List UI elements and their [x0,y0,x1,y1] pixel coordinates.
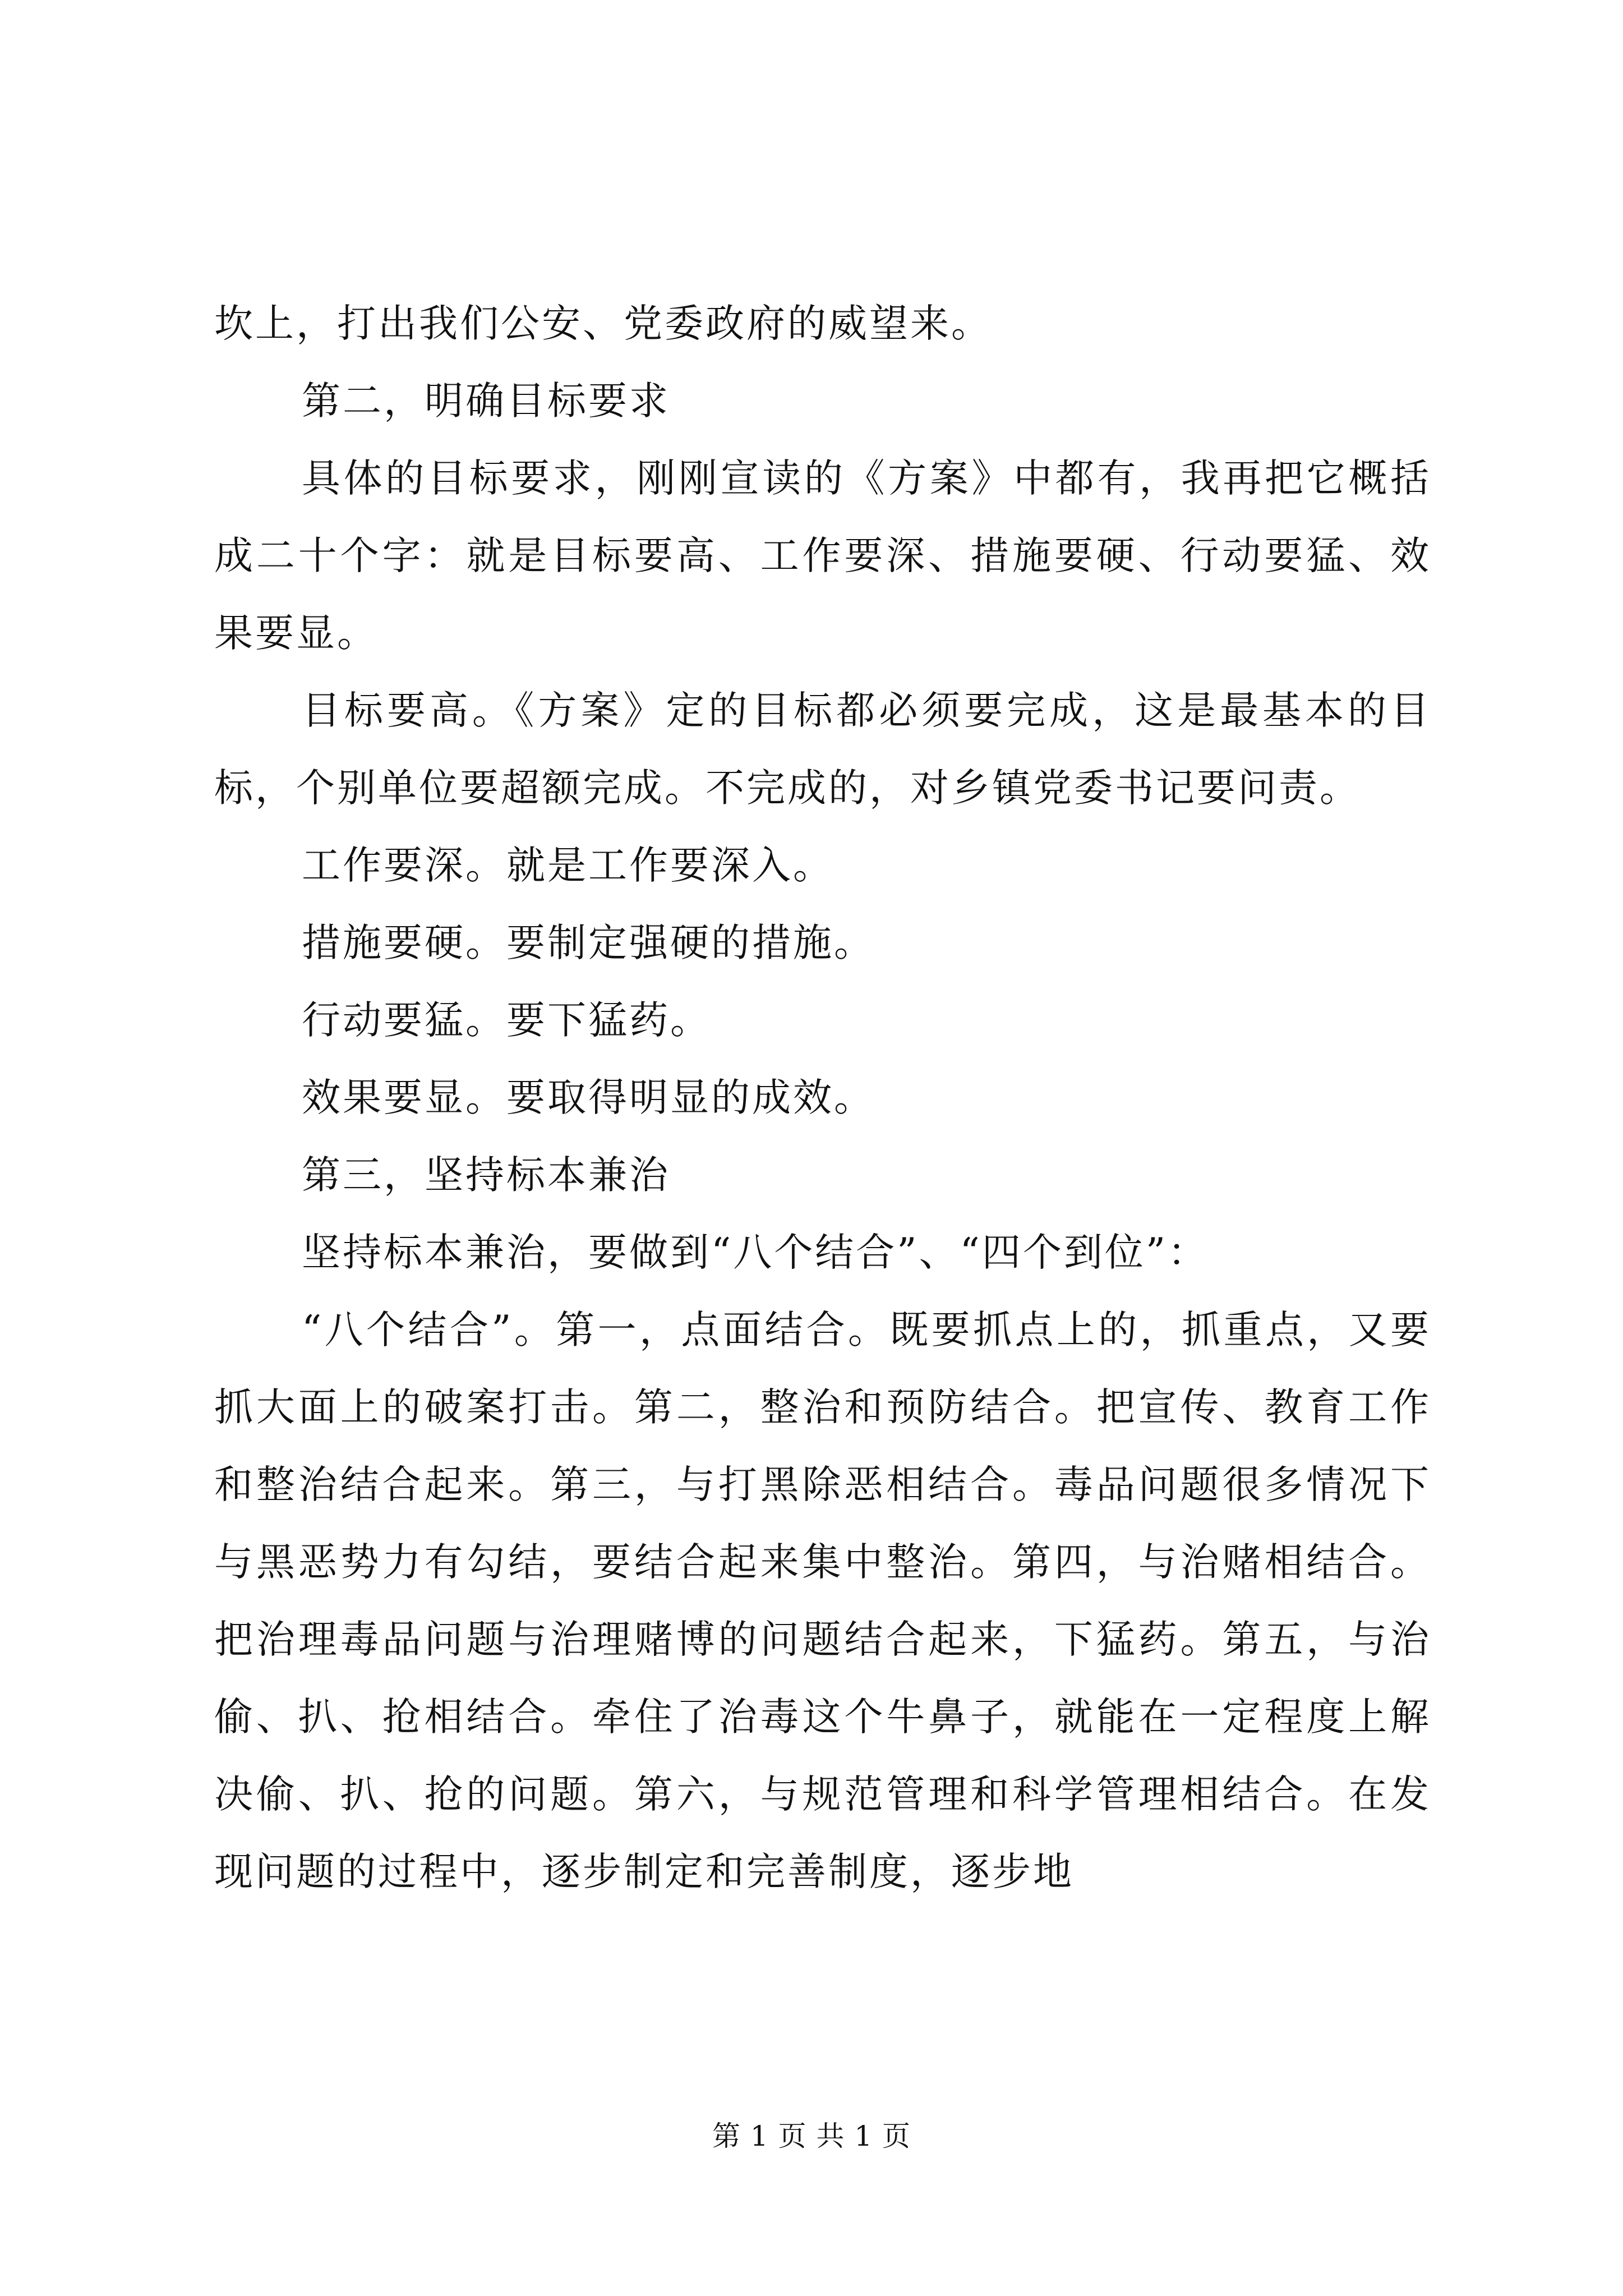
paragraph: 措施要硬。要制定强硬的措施。 [302,921,875,965]
paragraph: 具体的目标要求，刚刚宣读的《方案》中都有，我再把它概括成二十个字：就是目标要高、工作要深、措施要硬、行动要猛、效果要显。 [214,456,1431,656]
page-number-label: 第 1 页 共 1 页 [712,2120,911,2152]
paragraph: 坎上，打出我们公安、党委政府的威望来。 [214,301,992,346]
paragraph: 目标要高。《方案》定的目标都必须要完成，这是最基本的目标，个别单位要超额完成。不完成的，对乡镇党委书记要问责。 [214,688,1431,811]
paragraph: 坚持标本兼治，要做到“八个结合”、“四个到位”： [302,1230,1209,1275]
paragraph: 效果要显。要取得明显的成效。 [302,1075,875,1120]
paragraph: 行动要猛。要下猛药。 [302,998,711,1043]
page-footer [0,2119,1623,2153]
section-heading: 第二，明确目标要求 [302,379,670,424]
paragraph: 工作要深。就是工作要深入。 [302,843,834,888]
paragraph: “八个结合”。第一，点面结合。既要抓点上的，抓重点，又要抓大面上的破案打击。第二，整治和预防结合。把宣传、教育工作和整治结合起来。第三，与打黑除恶相结合。毒品问题很多情况下与黑恶势力有勾结，要结合起来集中整治。第四，与治赌相结合。把治理毒品问题与治理赌博的问题结合起来，下猛药。第五，与治偷、扒、抢相结合。牵住了治毒这个牛鼻子，就能在一定程度上解决偷、扒、抢的问题。第六，与规范管理和科学管理相结合。在发现问题的过程中，逐步制定和完善制度，逐步地 [214,1308,1431,1894]
section-heading: 第三，坚持标本兼治 [302,1153,670,1198]
document-body [214,285,1431,1911]
